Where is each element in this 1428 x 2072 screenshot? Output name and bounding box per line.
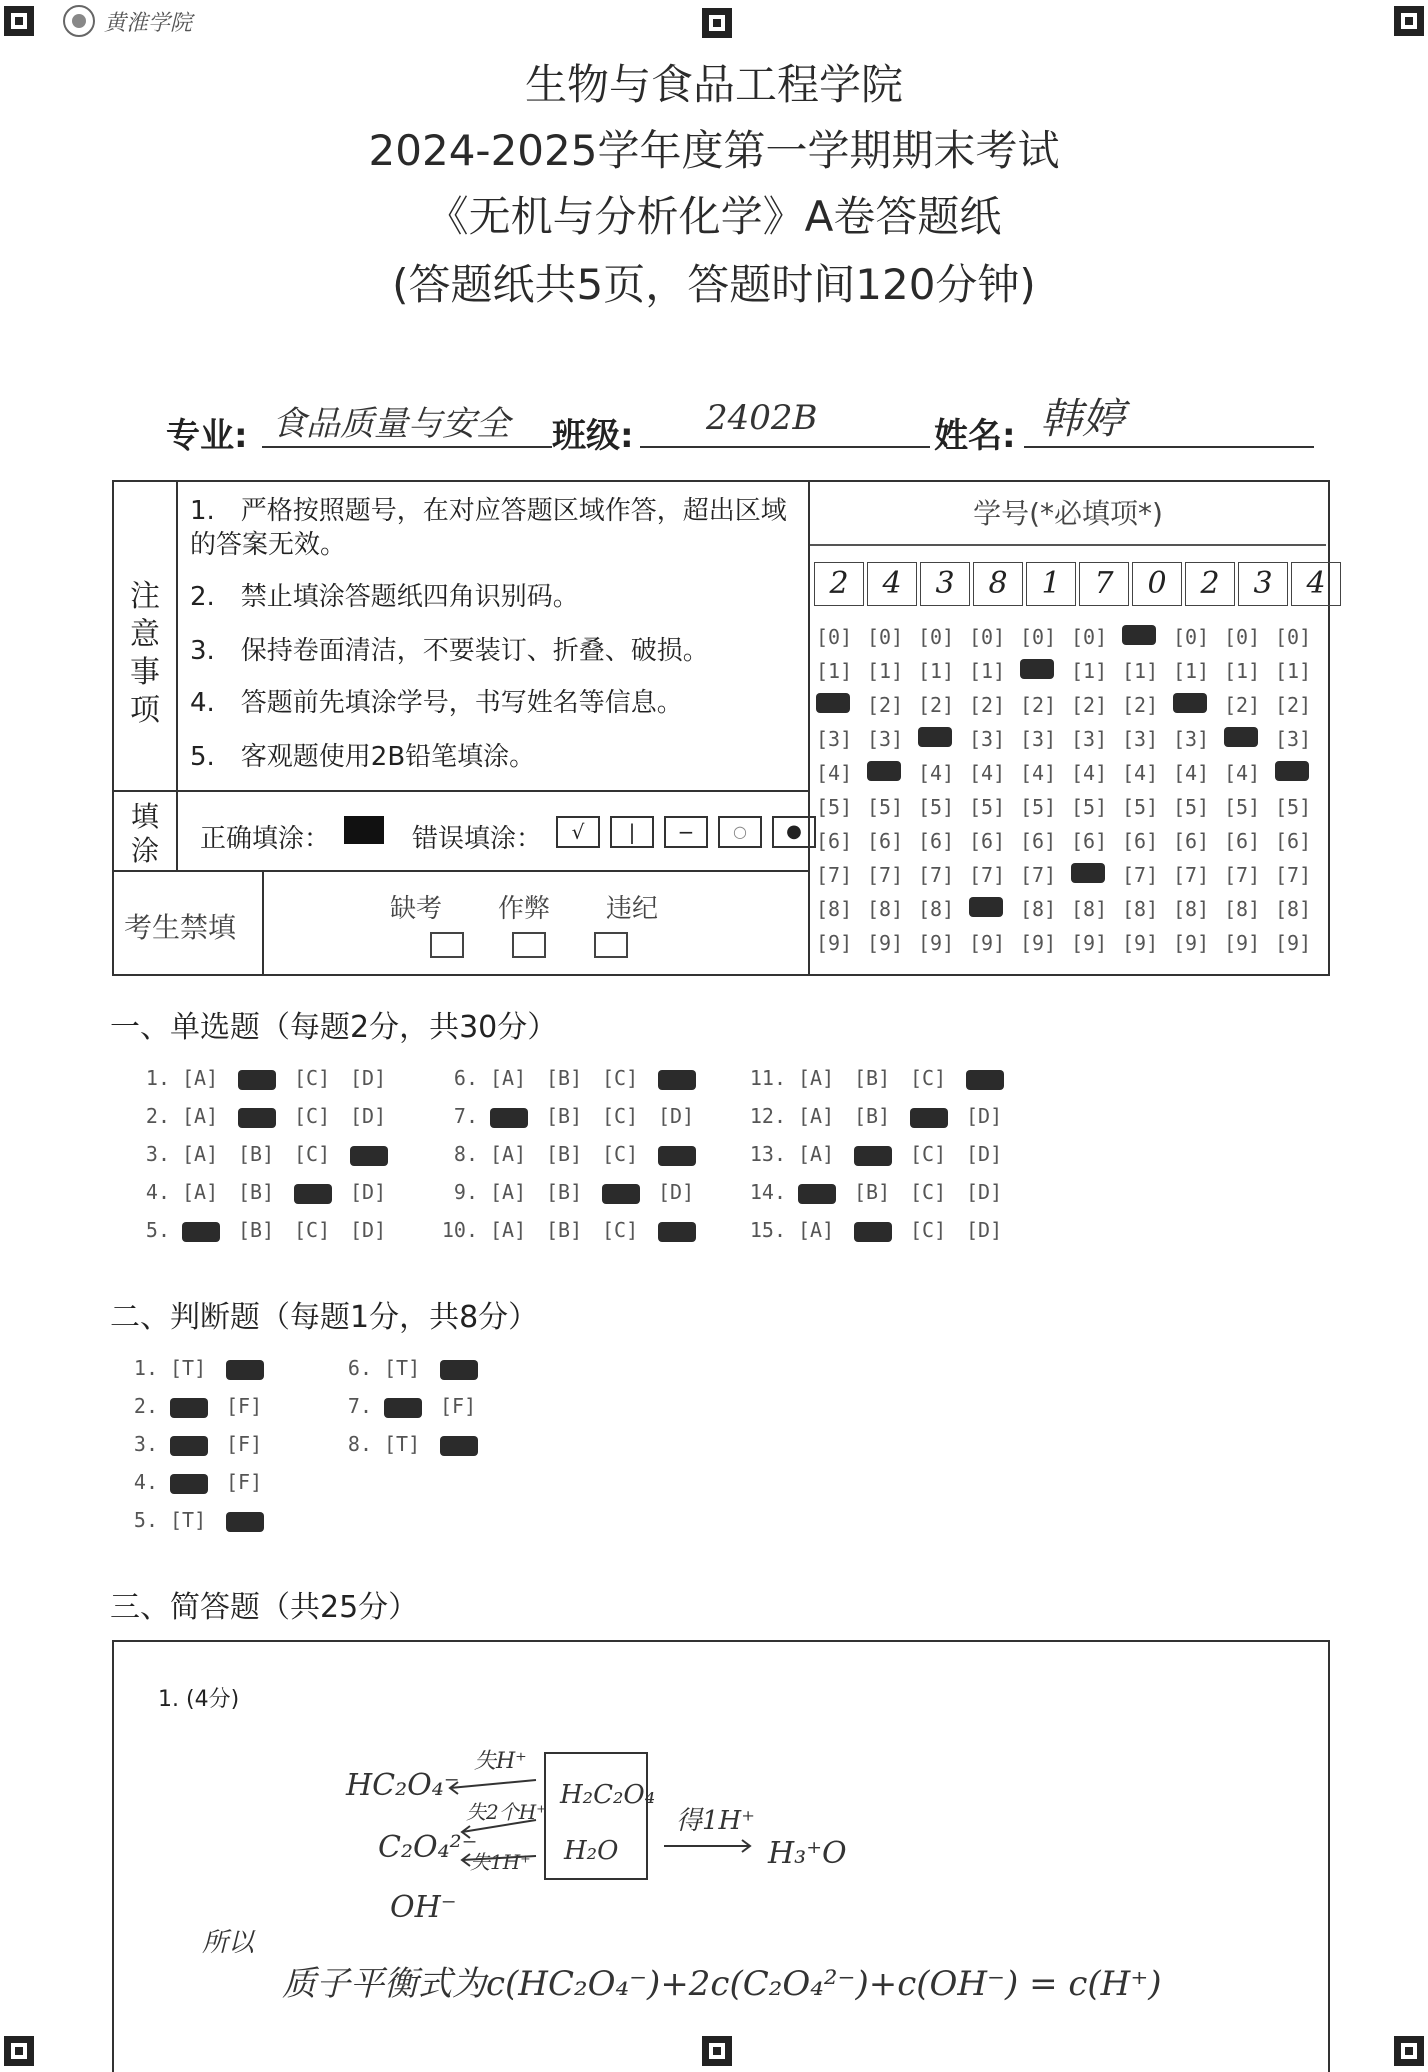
corner-marker-icon (1392, 4, 1426, 38)
single-choice-question[interactable]: 7. [B] [C] [D] (453, 1104, 695, 1128)
correct-fill-example (344, 816, 384, 844)
single-choice-question[interactable]: 1. [A] [C] [D] (145, 1066, 387, 1090)
single-choice-question[interactable]: 2. [A] [C] [D] (145, 1104, 387, 1128)
student-id-bubble[interactable]: [7] (1275, 863, 1312, 887)
true-false-question[interactable]: 8. [T] (344, 1432, 496, 1456)
note-2: 2. 禁止填涂答题纸四角识别码。 (190, 582, 579, 612)
name-label: 姓名: (934, 416, 1016, 456)
student-id-bubble[interactable]: [3] (1275, 727, 1312, 751)
header-course: 《无机与分析化学》A卷答题纸 (426, 192, 1002, 241)
single-choice-question[interactable]: 3. [A] [B] [C] (130, 1142, 406, 1166)
class-label: 班级: (552, 416, 634, 456)
student-id-bubble[interactable]: [8] (1173, 897, 1210, 921)
student-id-digit[interactable]: 1 (1026, 562, 1076, 606)
student-id-bubble[interactable]: [5] (1122, 795, 1159, 819)
student-id-bubble[interactable]: [0] (1173, 625, 1210, 649)
header-exam: 2024-2025学年度第一学期期末考试 (368, 126, 1060, 175)
student-id-bubble[interactable]: [6] (1020, 829, 1057, 853)
student-id-bubble[interactable]: [3] (1071, 727, 1108, 751)
student-id-bubble[interactable]: [0] (1275, 625, 1312, 649)
student-id-bubble[interactable]: [5] (918, 795, 955, 819)
school-emblem-icon (62, 4, 96, 38)
student-id-digit[interactable]: 7 (1079, 562, 1129, 606)
single-choice-question[interactable]: 14. [B] [C] [D] (749, 1180, 1003, 1204)
student-id-bubble[interactable]: [1] (1071, 659, 1108, 683)
student-id-bubble[interactable] (1020, 659, 1071, 684)
single-choice-question[interactable]: 6. [A] [B] [C] (438, 1066, 714, 1090)
absent-checkbox[interactable] (430, 932, 464, 958)
student-id-bubble[interactable]: [5] (867, 795, 904, 819)
hand-arrow-3: 失1H⁺ (470, 1850, 531, 1874)
student-id-bubble[interactable]: [1] (918, 659, 955, 683)
hand-left-1: HC₂O₄⁻ (346, 1768, 460, 1803)
true-false-title: 二、判断题（每题1分，共8分） (110, 1300, 539, 1335)
student-id-bubble[interactable]: [9] (816, 931, 853, 955)
student-id-bubble[interactable]: [1] (1122, 659, 1159, 683)
student-id-bubble[interactable] (1071, 863, 1122, 888)
short-answer-title: 三、简答题（共25分） (110, 1590, 419, 1625)
student-id-bubble[interactable]: [4] (1224, 761, 1261, 785)
student-id-bubble[interactable]: [3] (867, 727, 904, 751)
hand-equation: 质子平衡式为c(HC₂O₄⁻)+2c(C₂O₄²⁻)+c(OH⁻) = c(H⁺) (282, 1964, 1162, 2004)
class-value[interactable]: 2402B (706, 398, 818, 438)
student-id-bubble[interactable]: [1] (969, 659, 1006, 683)
student-id-bubble[interactable]: [1] (816, 659, 853, 683)
student-id-bubble[interactable]: [0] (918, 625, 955, 649)
student-id-bubble[interactable]: [6] (969, 829, 1006, 853)
note-4: 4. 答题前先填涂学号，书写姓名等信息。 (190, 688, 683, 718)
student-id-bubble[interactable]: [4] (1173, 761, 1210, 785)
student-id-bubble[interactable] (1224, 727, 1275, 752)
name-value[interactable]: 韩婷 (1040, 394, 1125, 443)
student-id-bubble[interactable]: [9] (1122, 931, 1159, 955)
true-false-question[interactable]: 1. [T] (130, 1356, 282, 1380)
student-id-bubble[interactable]: [8] (1275, 897, 1312, 921)
student-id-bubble[interactable] (969, 897, 1020, 922)
right-arrow-icon (660, 1836, 760, 1856)
student-id-bubble[interactable]: [0] (1071, 625, 1108, 649)
student-id-bubble[interactable]: [3] (1020, 727, 1057, 751)
student-id-bubble[interactable]: [8] (1071, 897, 1108, 921)
student-id-bubble[interactable]: [0] (867, 625, 904, 649)
student-id-bubble[interactable]: [2] (1122, 693, 1159, 717)
student-id-bubble[interactable]: [2] (867, 693, 904, 717)
student-id-bubble[interactable]: [0] (816, 625, 853, 649)
student-id-bubble[interactable]: [4] (1020, 761, 1057, 785)
single-choice-question[interactable]: 8. [A] [B] [C] (438, 1142, 714, 1166)
student-id-bubble[interactable]: [4] (969, 761, 1006, 785)
student-id-bubble[interactable]: [4] (918, 761, 955, 785)
school-logo: 黄淮学院 (62, 4, 192, 38)
header-note: (答题纸共5页，答题时间120分钟) (392, 260, 1036, 309)
student-id-bubble[interactable]: [7] (1224, 863, 1261, 887)
student-id-digit[interactable]: 8 (973, 562, 1023, 606)
wrong-fill-label: 错误填涂： (412, 824, 543, 854)
true-false-question[interactable]: 4. [F] (133, 1470, 263, 1494)
student-id-bubble[interactable]: [1] (867, 659, 904, 683)
hand-box-bottom: H₂O (564, 1836, 619, 1866)
note-3: 3. 保持卷面清洁，不要装订、折叠、破损。 (190, 636, 709, 666)
student-id-bubble[interactable]: [4] (1122, 761, 1159, 785)
hand-arrow-1: 失H⁺ (474, 1749, 527, 1774)
single-choice-question[interactable]: 11. [A] [B] [C] (746, 1066, 1022, 1090)
corner-marker-icon (700, 6, 734, 40)
single-choice-question[interactable]: 10. [A] [B] [C] (438, 1218, 714, 1242)
hand-left-2: C₂O₄²⁻ (378, 1830, 478, 1865)
single-choice-question[interactable]: 4. [A] [B] [D] (145, 1180, 387, 1204)
student-id-bubble[interactable]: [2] (1020, 693, 1057, 717)
student-id-bubble[interactable]: [6] (1224, 829, 1261, 853)
student-id-bubble[interactable]: [8] (1122, 897, 1159, 921)
student-id-bubble[interactable]: [6] (918, 829, 955, 853)
student-id-digit[interactable]: 2 (814, 562, 864, 606)
student-id-bubble[interactable]: [4] (816, 761, 853, 785)
student-id-bubble[interactable]: [9] (867, 931, 904, 955)
student-id-bubble[interactable]: [8] (1020, 897, 1057, 921)
major-value[interactable]: 食品质量与安全 (272, 404, 510, 444)
student-id-title: 学号(*必填项*) (973, 497, 1163, 530)
student-id-bubble[interactable]: [7] (969, 863, 1006, 887)
answer-box[interactable] (112, 1640, 1330, 2072)
student-id-digit[interactable]: 3 (920, 562, 970, 606)
student-id-bubble[interactable]: [8] (918, 897, 955, 921)
notes-heading: 注意事项 (130, 579, 160, 728)
student-id-bubble[interactable]: [6] (816, 829, 853, 853)
student-id-bubble[interactable]: [7] (816, 863, 853, 887)
single-choice-question[interactable]: 9. [A] [B] [D] (453, 1180, 695, 1204)
student-id-bubble[interactable]: [6] (867, 829, 904, 853)
true-false-question[interactable]: 2. [F] (133, 1394, 263, 1418)
student-id-bubble[interactable]: [9] (1020, 931, 1057, 955)
true-false-question[interactable]: 3. [F] (133, 1432, 263, 1456)
fill-heading: 填涂 (130, 800, 159, 867)
student-id-bubble[interactable]: [1] (1275, 659, 1312, 683)
student-id-bubble[interactable]: [3] (969, 727, 1006, 751)
student-id-bubble[interactable]: [0] (969, 625, 1006, 649)
single-choice-title: 一、单选题（每题2分，共30分） (110, 1010, 558, 1045)
student-id-digits (814, 562, 1344, 606)
student-id-bubble[interactable] (867, 761, 918, 786)
major-label: 专业: (166, 416, 248, 456)
student-id-bubble[interactable] (1173, 693, 1224, 718)
note-5: 5. 客观题使用2B铅笔填涂。 (190, 742, 536, 772)
student-id-bubble[interactable]: [5] (1020, 795, 1057, 819)
q1-label: 1. (4分) (158, 1687, 240, 1712)
student-id-bubble[interactable]: [7] (918, 863, 955, 887)
student-id-bubble[interactable]: [5] (1224, 795, 1261, 819)
student-id-bubble[interactable]: [7] (1020, 863, 1057, 887)
single-choice-question[interactable]: 12. [A] [B] [D] (749, 1104, 1003, 1128)
student-id-bubble[interactable]: [1] (1224, 659, 1261, 683)
student-id-bubble[interactable]: [9] (969, 931, 1006, 955)
student-id-bubble[interactable]: [5] (1173, 795, 1210, 819)
student-id-bubble[interactable]: [3] (816, 727, 853, 751)
student-id-bubble[interactable] (1122, 625, 1173, 650)
corner-marker-icon (1392, 2034, 1426, 2068)
true-false-question[interactable]: 7. [F] (347, 1394, 477, 1418)
student-id-bubble[interactable] (816, 693, 867, 718)
student-id-bubble[interactable]: [0] (1020, 625, 1057, 649)
student-id-digit[interactable]: 4 (867, 562, 917, 606)
wrong-fill-examples: √ | − ○ ● (556, 816, 816, 848)
corner-marker-icon (2, 2034, 36, 2068)
hand-arrow-2: 失2个H⁺ (466, 1800, 547, 1824)
corner-marker-icon (2, 4, 36, 38)
single-choice-question[interactable]: 15. [A] [C] [D] (749, 1218, 1003, 1242)
student-id-bubble[interactable]: [7] (867, 863, 904, 887)
student-id-bubble[interactable] (1275, 761, 1326, 786)
student-id-bubble[interactable]: [6] (1122, 829, 1159, 853)
student-id-bubble[interactable]: [2] (1224, 693, 1261, 717)
student-id-bubble[interactable]: [5] (816, 795, 853, 819)
true-false-question[interactable]: 6. [T] (344, 1356, 496, 1380)
hand-box-top: H₂C₂O₄ (560, 1780, 656, 1810)
student-id-bubble[interactable]: [8] (867, 897, 904, 921)
hand-left-3: OH⁻ (390, 1890, 457, 1925)
student-id-bubble[interactable]: [2] (918, 693, 955, 717)
true-false-question[interactable]: 5. [T] (130, 1508, 282, 1532)
hand-right-arrow: 得1H⁺ (676, 1806, 755, 1836)
student-id-bubble[interactable] (918, 727, 969, 752)
student-id-bubble[interactable]: [1] (1173, 659, 1210, 683)
student-id-bubble[interactable]: [8] (1224, 897, 1261, 921)
forbidden-heading: 考生禁填 (124, 911, 237, 944)
cheat-checkbox[interactable] (512, 932, 546, 958)
student-id-bubble[interactable]: [6] (1071, 829, 1108, 853)
student-id-bubble[interactable]: [9] (918, 931, 955, 955)
student-id-bubble[interactable]: [5] (1071, 795, 1108, 819)
violation-checkbox[interactable] (594, 932, 628, 958)
single-choice-question[interactable]: 13. [A] [C] [D] (749, 1142, 1003, 1166)
student-id-bubble[interactable]: [9] (1071, 931, 1108, 955)
hand-so: 所以 (202, 1928, 255, 1958)
correct-fill-label: 正确填涂： (200, 824, 331, 854)
student-id-bubble[interactable]: [0] (1224, 625, 1261, 649)
student-id-bubble[interactable]: [9] (1224, 931, 1261, 955)
student-id-bubble[interactable]: [7] (1122, 863, 1159, 887)
student-id-digit[interactable]: 0 (1132, 562, 1182, 606)
student-id-digit[interactable]: 2 (1185, 562, 1235, 606)
student-id-bubble[interactable]: [2] (969, 693, 1006, 717)
student-id-bubble[interactable]: [7] (1173, 863, 1210, 887)
hand-right: H₃⁺O (768, 1836, 847, 1871)
student-id-bubble[interactable]: [6] (1173, 829, 1210, 853)
student-id-bubble[interactable]: [2] (1071, 693, 1108, 717)
note-1: 1. 严格按照题号，在对应答题区域作答，超出区域的答案无效。 (190, 496, 787, 560)
student-id-bubble[interactable]: [9] (1173, 931, 1210, 955)
student-id-digit[interactable]: 4 (1291, 562, 1341, 606)
cheat-label: 作弊 (498, 894, 551, 924)
violation-label: 违纪 (606, 894, 659, 924)
single-choice-question[interactable]: 5. [B] [C] [D] (145, 1218, 387, 1242)
hand-arrows-icon (440, 1760, 540, 1870)
student-id-bubble[interactable]: [4] (1071, 761, 1108, 785)
student-id-bubble[interactable]: [3] (1173, 727, 1210, 751)
header-college: 生物与食品工程学院 (524, 60, 903, 109)
student-id-bubble[interactable]: [3] (1122, 727, 1159, 751)
student-id-bubble[interactable]: [6] (1275, 829, 1312, 853)
student-id-bubble[interactable]: [2] (1275, 693, 1312, 717)
absent-label: 缺考 (390, 894, 443, 924)
student-id-bubble[interactable]: [5] (969, 795, 1006, 819)
student-id-bubble[interactable]: [9] (1275, 931, 1312, 955)
student-id-bubble[interactable]: [8] (816, 897, 853, 921)
student-id-grid (816, 620, 1326, 960)
student-id-bubble[interactable]: [5] (1275, 795, 1312, 819)
student-id-digit[interactable]: 3 (1238, 562, 1288, 606)
